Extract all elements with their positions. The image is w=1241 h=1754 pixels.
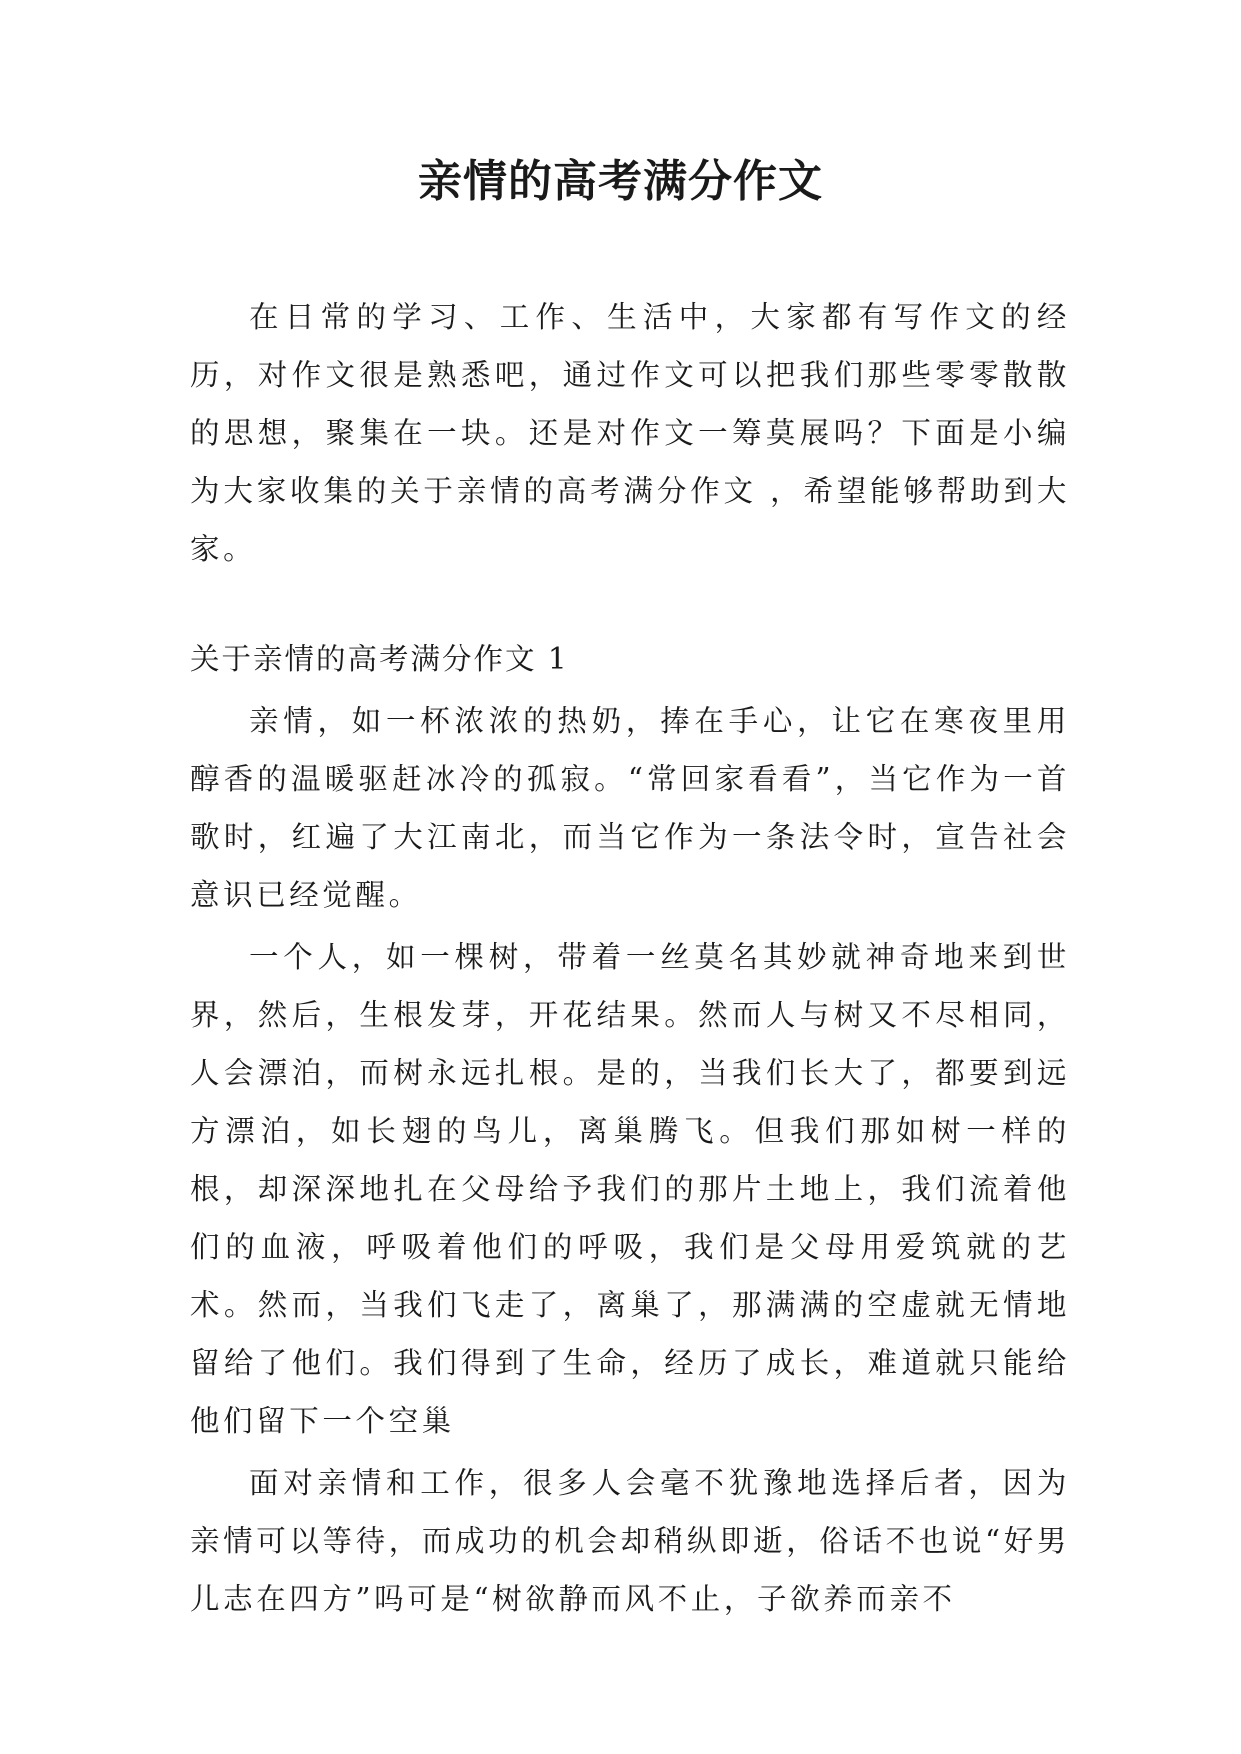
document-title: 亲情的高考满分作文 [418, 156, 823, 207]
intro-paragraph: 在日常的学习、工作、生活中，大家都有写作文的经历，对作文很是熟悉吧，通过作文可以把我们那些零零散散的思想，聚集在一块。还是对作文一筹莫展吗？下面是小编为大家收集的关于亲情的高考满分作文 ，希望能够帮助到大家。 [190, 300, 1070, 566]
document-body [190, 288, 1070, 1628]
body-paragraph-3: 面对亲情和工作，很多人会毫不犹豫地选择后者，因为亲情可以等待，而成功的机会却稍纵即逝，俗话不也说“好男儿志在四方”吗可是“树欲静而风不止，子欲养而亲不 [190, 1466, 1070, 1616]
body-paragraph-2: 一个人，如一棵树，带着一丝莫名其妙就神奇地来到世界，然后，生根发芽，开花结果。然而人与树又不尽相同，人会漂泊，而树永远扎根。是的，当我们长大了，都要到远方漂泊，如长翅的鸟儿，离巢腾飞。但我们那如树一样的根，却深深地扎在父母给予我们的那片土地上，我们流着他们的血液，呼吸着他们的呼吸，我们是父母用爱筑就的艺术。然而，当我们飞走了，离巢了，那满满的空虚就无情地留给了他们。我们得到了生命，经历了成长，难道就只能给他们留下一个空巢 [190, 940, 1070, 1438]
body-paragraph-1: 亲情，如一杯浓浓的热奶，捧在手心，让它在寒夜里用醇香的温暖驱赶冰冷的孤寂。“常回家看看”，当它作为一首歌时，红遍了大江南北，而当它作为一条法令时，宣告社会意识已经觉醒。 [190, 704, 1070, 912]
section-heading: 关于亲情的高考满分作文 1 [190, 642, 569, 676]
